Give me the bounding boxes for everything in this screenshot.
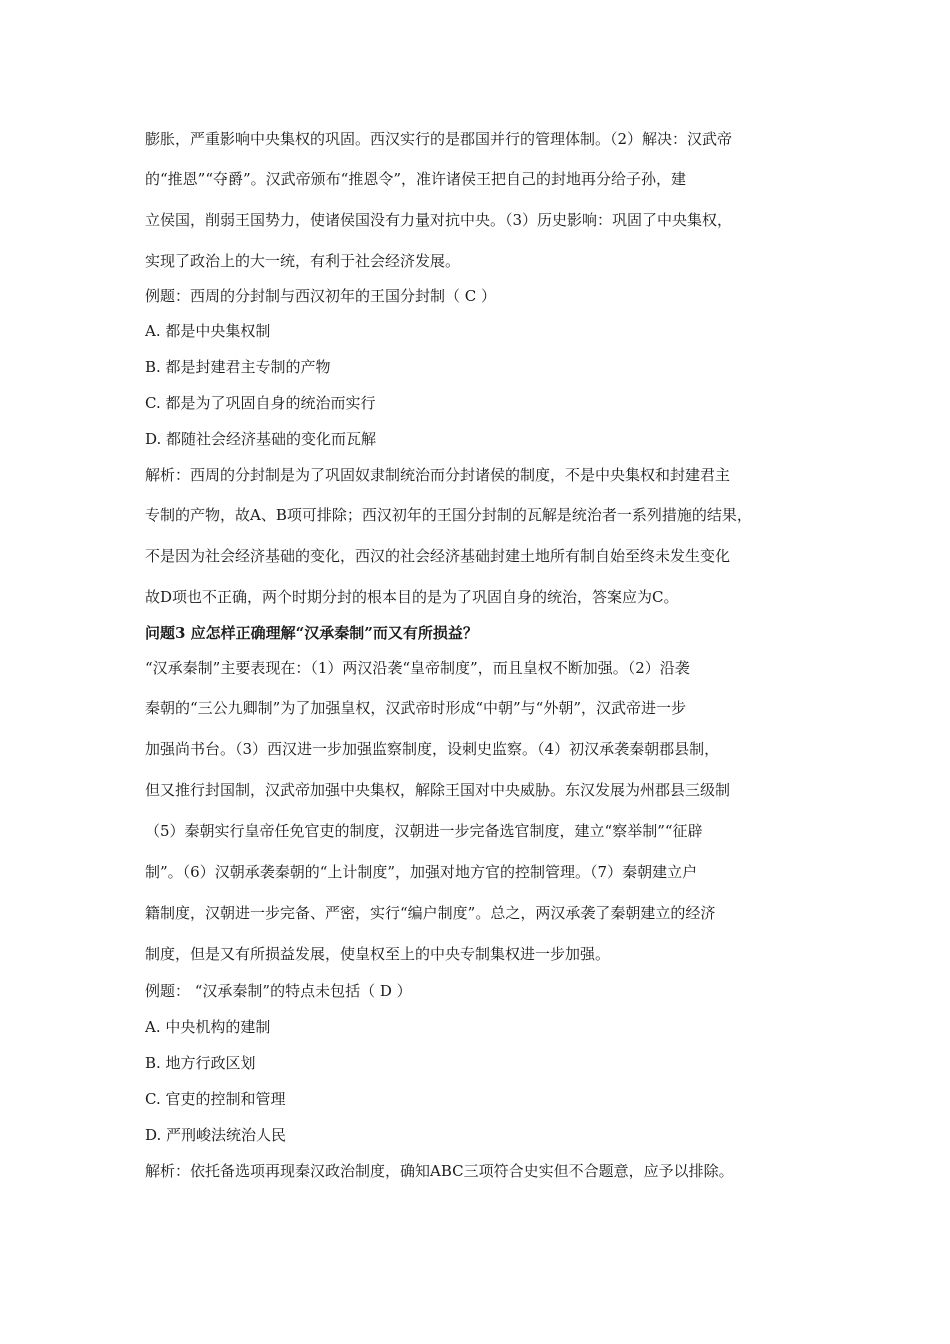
analysis-line: 解析：依托备选项再现秦汉政治制度，确知ABC三项符合史实但不合题意，应予以排除。 xyxy=(145,1162,734,1180)
paragraph-line: 膨胀，严重影响中央集权的巩固。西汉实行的是郡国并行的管理体制。（2）解决：汉武帝 xyxy=(145,130,733,148)
option-line: B. 都是封建君主专制的产物 xyxy=(145,358,331,376)
paragraph-line: 制”。（6）汉朝承袭秦朝的“上计制度”，加强对地方官的控制管理。（7）秦朝建立户 xyxy=(145,863,698,881)
paragraph-line: 立侯国，削弱王国势力，使诸侯国没有力量对抗中央。（3）历史影响：巩固了中央集权， xyxy=(145,211,733,229)
option-line: A. 都是中央集权制 xyxy=(145,322,271,340)
analysis-line: 不是因为社会经济基础的变化，西汉的社会经济基础封建土地所有制自始至终未发生变化 xyxy=(145,547,731,565)
analysis-line: 专制的产物，故A、B项可排除；西汉初年的王国分封制的瓦解是统治者一系列措施的结果， xyxy=(145,506,752,524)
paragraph-line: 秦朝的“三公九卿制”为了加强皇权，汉武帝时形成“中朝”与“外朝”，汉武帝进一步 xyxy=(145,699,687,717)
paragraph-line: 的“推恩”“夺爵”。汉武帝颁布“推恩令”，准许诸侯王把自己的封地再分给子孙，建 xyxy=(145,170,687,188)
paragraph-line: 制度，但是又有所损益发展，使皇权至上的中央专制集权进一步加强。 xyxy=(145,945,611,963)
paragraph-line: “汉承秦制”主要表现在：（1）两汉沿袭“皇帝制度”，而且皇权不断加强。（2）沿袭 xyxy=(145,659,690,677)
paragraph-line: （5）秦朝实行皇帝任免官吏的制度，汉朝进一步完备选官制度，建立“察举制”“征辟 xyxy=(145,822,703,840)
option-line: A. 中央机构的建制 xyxy=(145,1018,271,1036)
option-line: C. 都是为了巩固自身的统治而实行 xyxy=(145,394,376,412)
example-question: 例题： “汉承秦制”的特点未包括（ D ） xyxy=(145,982,412,1000)
paragraph-line: 实现了政治上的大一统，有利于社会经济发展。 xyxy=(145,252,461,270)
option-line: D. 严刑峻法统治人民 xyxy=(145,1126,287,1144)
section-heading: 问题3 应怎样正确理解“汉承秦制”而又有所损益？ xyxy=(145,624,478,642)
option-line: B. 地方行政区划 xyxy=(145,1054,256,1072)
option-line: D. 都随社会经济基础的变化而瓦解 xyxy=(145,430,377,448)
paragraph-line: 加强尚书台。（3）西汉进一步加强监察制度，设刺史监察。（4）初汉承袭秦朝郡县制， xyxy=(145,740,720,758)
paragraph-line: 但又推行封国制，汉武帝加强中央集权，解除王国对中央威胁。东汉发展为州郡县三级制 xyxy=(145,781,731,799)
paragraph-line: 籍制度，汉朝进一步完备、严密，实行“编户制度”。总之，两汉承袭了秦朝建立的经济 xyxy=(145,904,716,922)
option-line: C. 官吏的控制和管理 xyxy=(145,1090,286,1108)
analysis-line: 故D项也不正确，两个时期分封的根本目的是为了巩固自身的统治，答案应为C。 xyxy=(145,588,679,606)
analysis-line: 解析：西周的分封制是为了巩固奴隶制统治而分封诸侯的制度，不是中央集权和封建君主 xyxy=(145,466,731,484)
example-question: 例题：西周的分封制与西汉初年的王国分封制（ C ） xyxy=(145,287,497,305)
